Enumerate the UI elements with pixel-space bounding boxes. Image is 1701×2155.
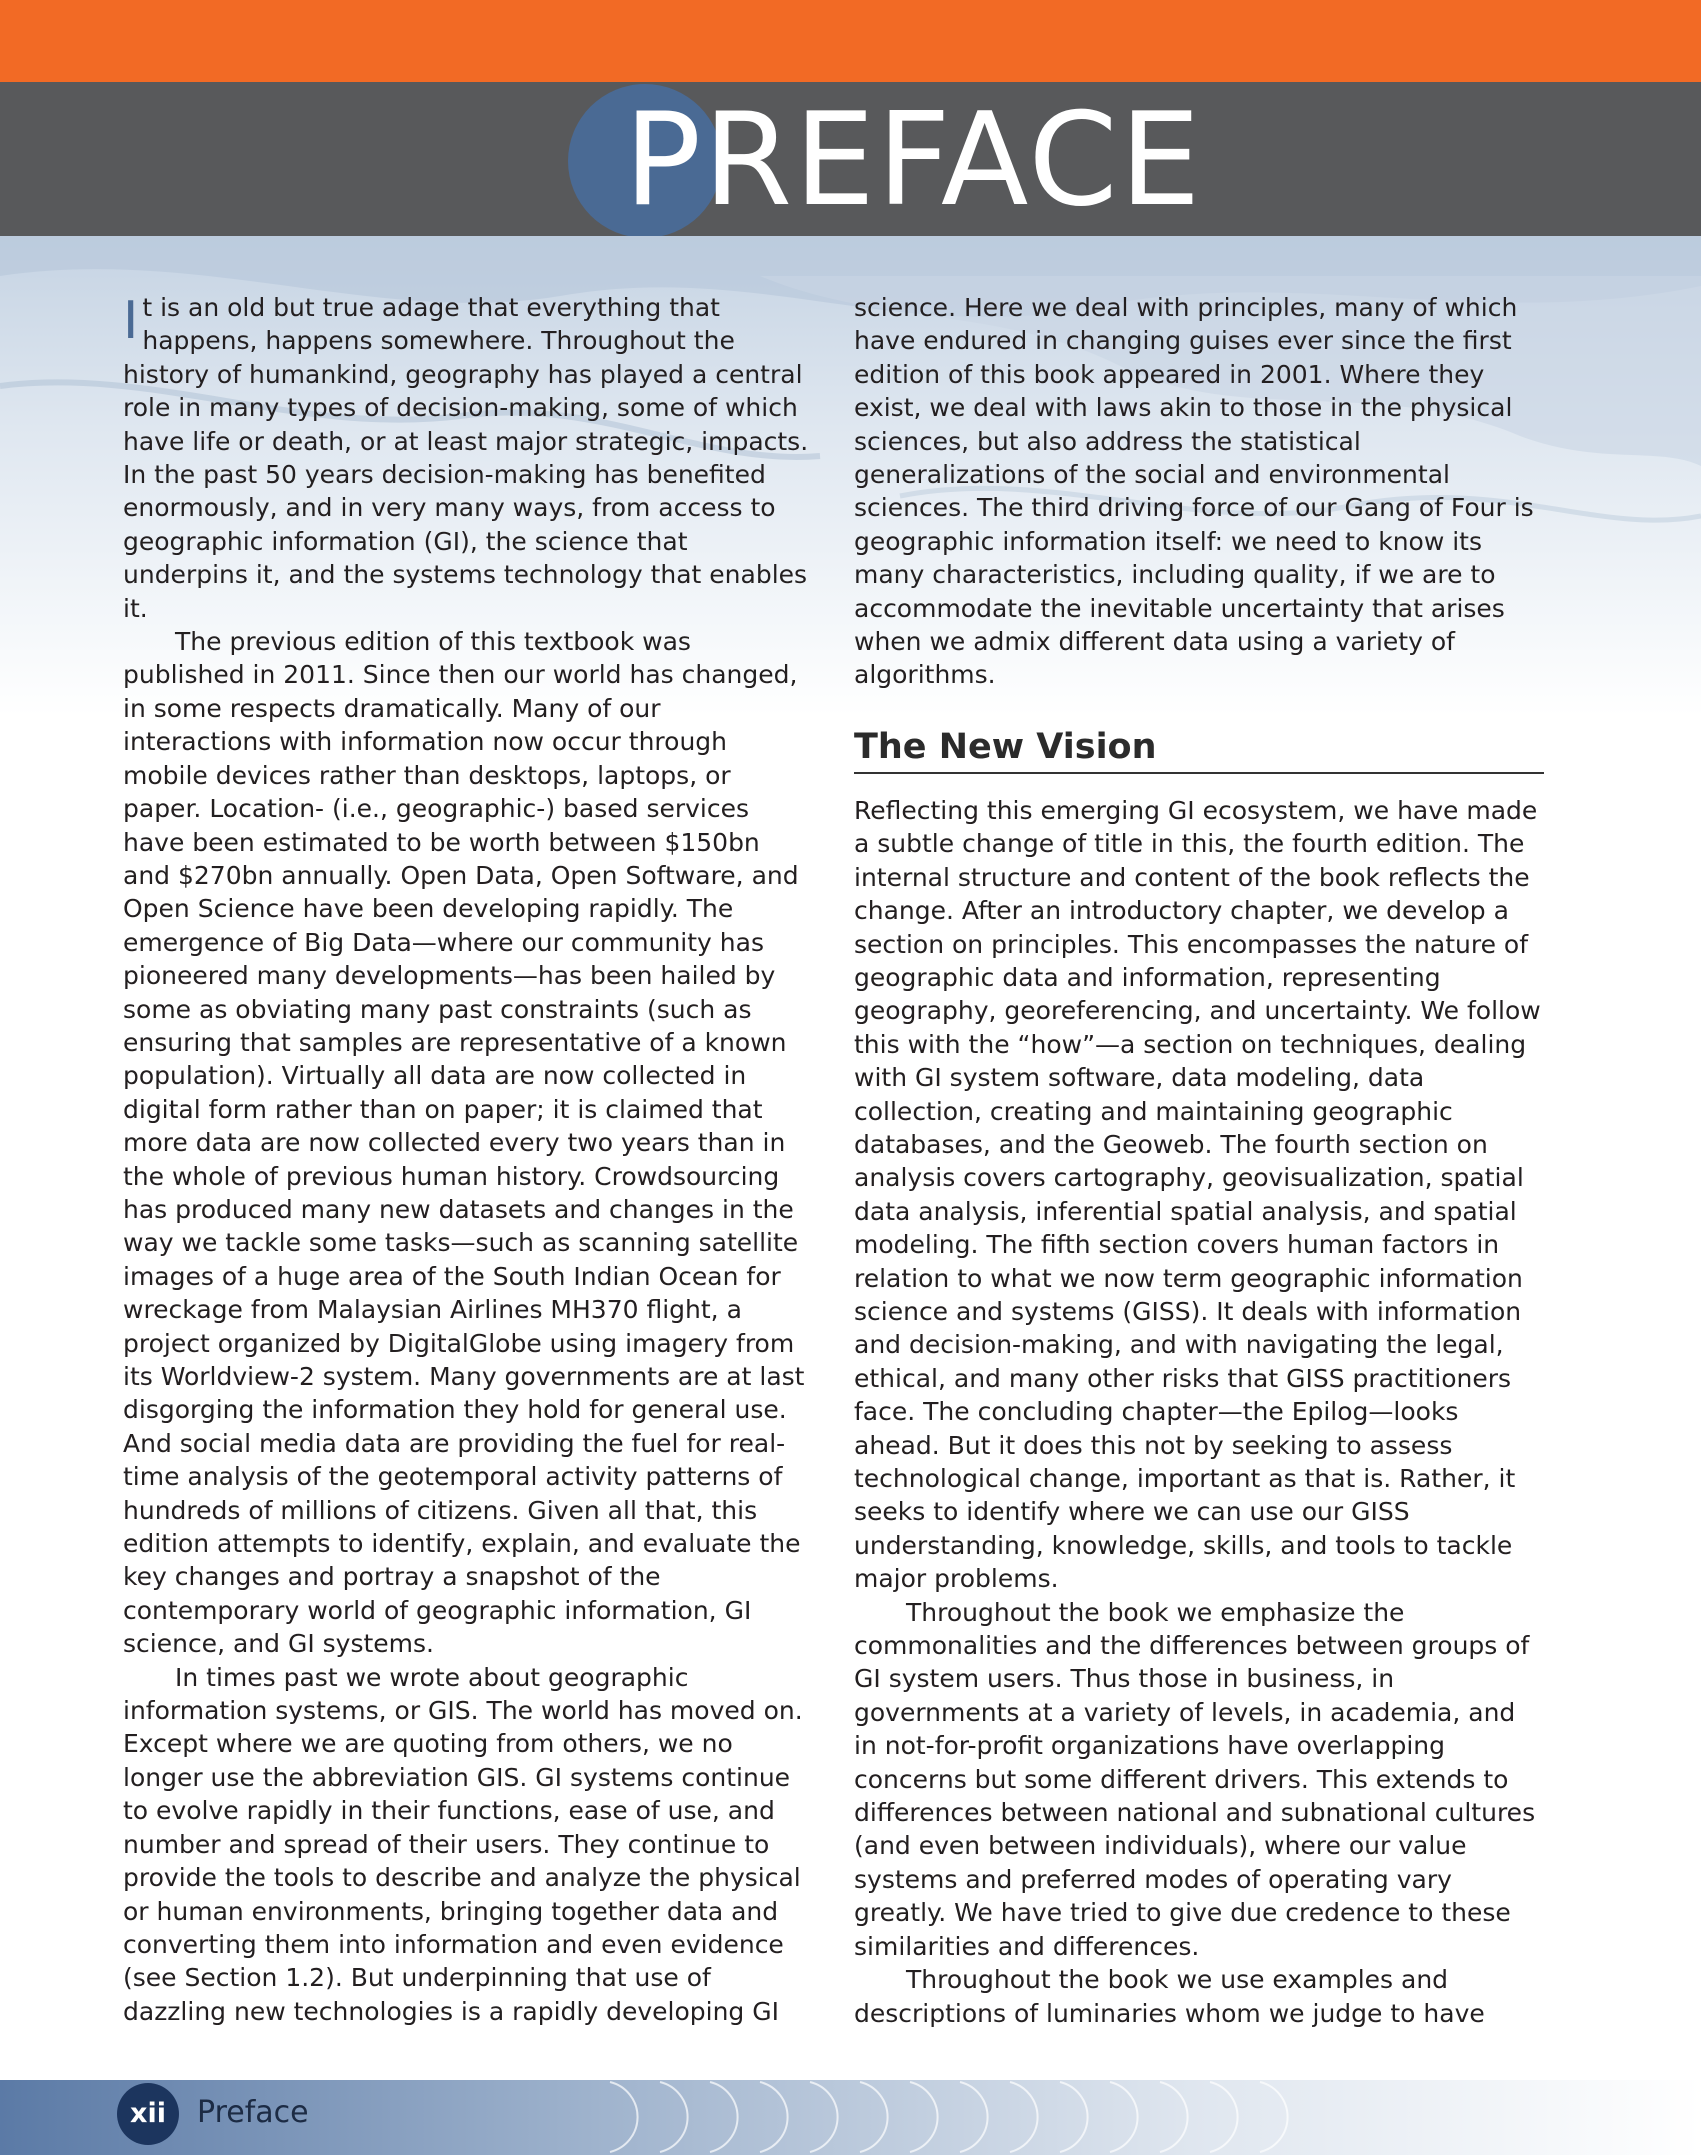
- opening-paragraph: [123, 291, 813, 625]
- body-paragraph: Throughout the book we emphasize the commonalities and the differences between groups of GI system users. Thus those in business, in governments at a variety of levels, in academia, and in not-for-profit organizations have overlapping concerns but some different drivers. This extends to differences between national and subnational cultures (and even between individuals), where our value systems and preferred modes of operating vary greatly. We have tried to give due credence to these similarities and differences.: [854, 1597, 1536, 1961]
- left-column: [123, 291, 813, 2028]
- opening-paragraph-text: t is an old but true adage that everything that happens, happens somewhere. Throughout the history of humankind, geography has played a central role in many types of decision-making, some of which have life or death, or at least major strategic, impacts. In the past 50 years decision-making has benefited enormously, and in very many ways, from access to geographic information (GI), the science that underpins it, and the systems technology that enables it.: [123, 293, 809, 623]
- body-paragraph: In times past we wrote about geographic information systems, or GIS. The world has moved on. Except where we are quoting from others, we no longer use the abbreviation GIS. GI systems continue to evolve rapidly in their functions, ease of use, and number and spread of their users. They continue to provide the tools to describe and analyze the physical or human environments, bringing together data and converting them into information and even evidence (see Section 1.2). But underpinning that use of dazzling new technologies is a rapidly developing GI: [123, 1662, 803, 2026]
- page-title: PREFACE: [624, 86, 1203, 235]
- footer-decoration: [600, 2080, 1460, 2155]
- drop-cap: I: [123, 291, 139, 351]
- body-paragraph: Reflecting this emerging GI ecosystem, we have made a subtle change of title in this, the fourth edition. The internal structure and content of the book reflects the change. After an introductory chapter, we develop a section on principles. This encompasses the nature of geographic data and information, representing geography, georeferencing, and uncertainty. We follow this with the “how”—a section on techniques, dealing with GI system software, data modeling, data collection, creating and maintaining geographic databases, and the Geoweb. The fourth section on analysis covers cartography, geovisualization, spatial data analysis, inferential spatial analysis, and spatial modeling. The fifth section covers human factors in relation to what we now term geographic information science and systems (GISS). It deals with information and decision-making, and with navigating the legal, ethical, and many other risks that GISS practitioners face. The concluding chapter—the Epilog—looks ahead. But it does this not by seeking to assess technological change, important as that is. Rather, it seeks to identify where we can use our GISS understanding, knowledge, skills, and tools to tackle major problems.: [854, 795, 1541, 1594]
- running-footer-label: Preface: [197, 2095, 309, 2130]
- body-paragraph: science. Here we deal with principles, many of which have endured in changing guises ever since the first edition of this book appeared in 2001. Where they exist, we deal with laws akin to those in the physical sciences, but also address the statistical generalizations of the social and environmental sciences. The third driving force of our Gang of Four is geographic information itself: we need to know its many characteristics, including quality, if we are to accommodate the inevitable uncertainty that arises when we admix different data using a variety of algorithms.: [854, 293, 1534, 690]
- section-heading: The New Vision: [854, 724, 1544, 774]
- body-paragraph: The previous edition of this textbook was published in 2011. Since then our world has changed, in some respects dramatically. Many of our interactions with information now occur through mobile devices rather than desktops, laptops, or paper. Location- (i.e., geographic-) based services have been estimated to be worth between $150bn and $270bn annually. Open Data, Open Software, and Open Science have been developing rapidly. The emergence of Big Data—where our community has pioneered many developments—has been hailed by some as obviating many past constraints (such as ensuring that samples are representative of a known population). Virtually all data are now collected in digital form rather than on paper; it is claimed that more data are now collected every two years than in the whole of previous human history. Crowdsourcing has produced many new datasets and changes in the way we tackle some tasks—such as scanning satellite images of a huge area of the South Indian Ocean for wreckage from Malaysian Airlines MH370 flight, a project organized by DigitalGlobe using imagery from its Worldview-2 system. Many governments are at last disgorging the information they hold for general use. And social media data are providing the fuel for real-time analysis of the geotemporal activity patterns of hundreds of millions of citizens. Given all that, this edition attempts to identify, explain, and evaluate the key changes and portray a snapshot of the contemporary world of geographic information, GI science, and GI systems.: [123, 627, 805, 1659]
- right-column: [854, 291, 1544, 2030]
- body-paragraph: Throughout the book we use examples and descriptions of luminaries whom we judge to have: [854, 1965, 1485, 2028]
- top-orange-band: [0, 0, 1701, 82]
- page-number: xii: [117, 2083, 179, 2145]
